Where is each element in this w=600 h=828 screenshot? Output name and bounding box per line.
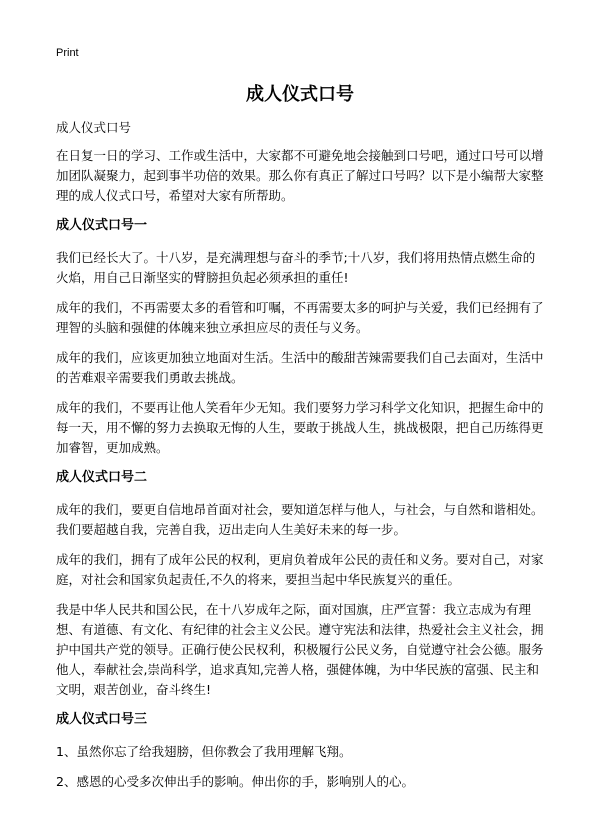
section-heading: 成人仪式口号二: [56, 470, 148, 485]
section-paragraph: 成年的我们，要更自信地昂首面对社会，要知道怎样与他人，与社会，与自然和谐相处。我们要超越自我，完善自我，迈出走向人生美好未来的每一步。: [56, 502, 544, 537]
section-paragraph: 成年的我们，不再需要太多的看管和叮嘱，不再需要太多的呵护与关爱，我们已经拥有了理智的头脑和强健的体魄来独立承担应尽的责任与义务。: [56, 300, 544, 335]
intro-paragraph: 在日复一日的学习、工作或生活中，大家都不可避免地会接触到口号吧，通过口号可以增加团队凝聚力，起到事半功倍的效果。那么你有真正了解过口号吗？以下是小编帮大家整理的成人仪式口号，希望对大家有所帮助。: [56, 148, 544, 203]
print-link[interactable]: Print: [56, 47, 79, 59]
section-paragraph: 1、虽然你忘了给我翅膀，但你教会了我用理解飞翔。: [56, 744, 352, 759]
section-paragraph: 成年的我们，不要再让他人笑看年少无知。我们要努力学习科学文化知识，把握生命中的每一天，用不懈的努力去换取无悔的人生，要敢于挑战人生，挑战极限，把自己历练得更加睿智，更加成熟。: [56, 400, 544, 455]
document-subtitle: 成人仪式口号: [56, 120, 132, 135]
section-paragraph: 2、感恩的心受多次伸出手的影响。伸出你的手，影响别人的心。: [56, 774, 414, 789]
section-paragraph: 成年的我们，拥有了成年公民的权利，更肩负着成年公民的责任和义务。要对自己，对家庭，对社会和国家负起责任,不久的将来，要担当起中华民族复兴的重任。: [56, 552, 544, 587]
section-2: [56, 468, 544, 700]
section-3: [56, 710, 544, 792]
section-paragraph: 成年的我们，应该更加独立地面对生活。生活中的酸甜苦辣需要我们自己去面对，生活中的苦难艰辛需要我们勇敢去挑战。: [56, 350, 544, 385]
page-title: 成人仪式口号: [246, 84, 354, 105]
section-heading: 成人仪式口号一: [56, 218, 148, 233]
section-paragraph: 我是中华人民共和国公民，在十八岁成年之际，面对国旗，庄严宣誓：我立志成为有理想、有道德、有文化、有纪律的社会主义公民。遵守宪法和法律，热爱社会主义社会，拥护中国共产党的领导。正确行使公民权利，积极履行公民义务，自觉遵守社会公德。服务他人，奉献社会,崇尚科学，追求真知,完善人格，强健体魄，为中华民族的富强、民主和文明，艰苦创业，奋斗终生!: [56, 602, 544, 697]
section-paragraph: 我们已经长大了。十八岁，是充满理想与奋斗的季节;十八岁，我们将用热情点燃生命的火焰，用自己日渐坚实的臂膀担负起必须承担的重任!: [56, 250, 536, 285]
section-1: [56, 216, 544, 458]
section-heading: 成人仪式口号三: [56, 712, 148, 727]
